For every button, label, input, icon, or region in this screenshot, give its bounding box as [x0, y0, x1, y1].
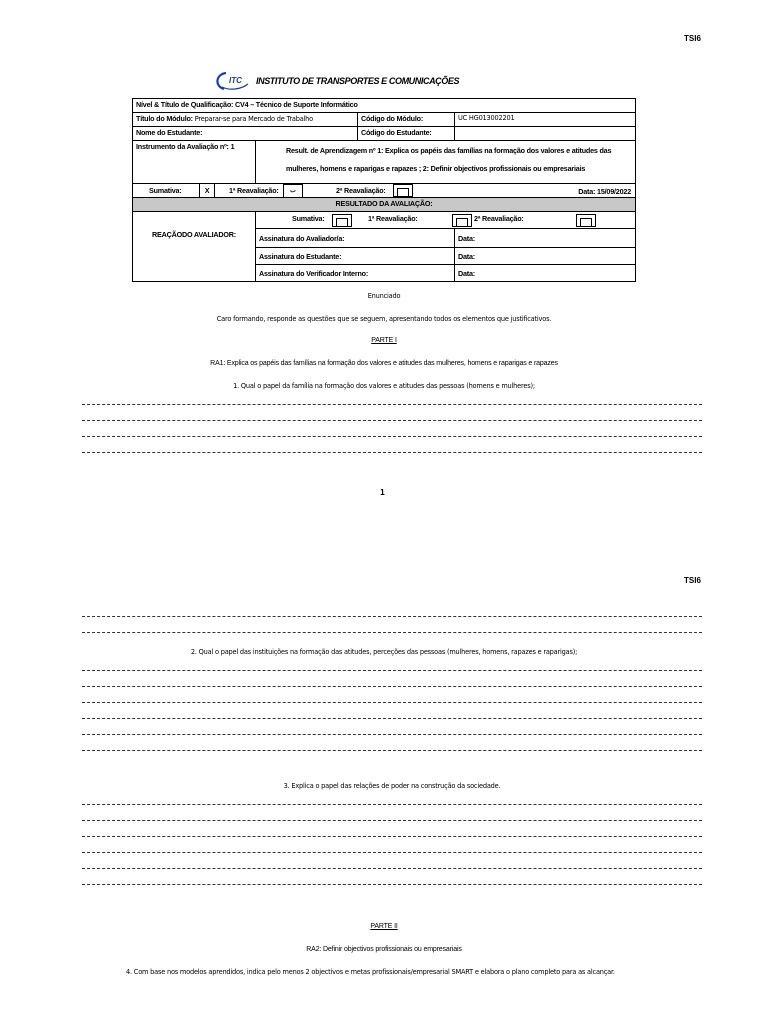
answer-line[interactable]	[82, 836, 702, 837]
module-title-value: Preparar-se para Mercado de Trabalho	[194, 115, 313, 123]
answer-line[interactable]	[82, 852, 702, 853]
intro-text: Caro formando, responde as questões que se seguem, apresentando todos os elementos que justificativos.	[216, 315, 552, 323]
result-reeval2-label: 2ª Reavaliação:	[474, 214, 524, 223]
student-code-value	[454, 127, 635, 141]
learning-result-cell: Result. de Aprendizagem nº 1: Explica os papéis das famílias na formação dos valores e atitudes das mulheres, homens e raparigas e rapazes ; 2: Definir objectivos profissionais ou empresariais	[256, 141, 636, 184]
question-3: 3. Explica o papel das relações de poder na construção da sociedade.	[283, 782, 501, 790]
answer-line[interactable]	[82, 804, 702, 805]
instrument-label: Instrumento da Avaliação nº:	[136, 142, 229, 151]
itc-logo	[212, 70, 252, 92]
document-code-page2: TSI6	[684, 576, 701, 585]
part2-title: PARTE II	[370, 923, 398, 930]
answer-line[interactable]	[82, 436, 702, 437]
module-title-label: Título do Módulo:	[136, 114, 193, 123]
institution-name: INSTITUTO DE TRANSPORTES E COMUNICAÇÕES	[256, 76, 460, 86]
evaluator-reaction: REAÇÃODO AVALIADOR:	[133, 212, 256, 282]
reeval1-checkbox[interactable]: ٮ	[283, 184, 303, 198]
answer-line[interactable]	[82, 420, 702, 421]
summative-mark: X	[199, 184, 215, 197]
answer-line[interactable]	[82, 702, 702, 703]
answer-line[interactable]	[82, 884, 702, 885]
result-reeval1-checkbox[interactable]	[452, 214, 472, 227]
instrument-value: 1	[230, 142, 235, 151]
module-title-cell	[133, 113, 358, 127]
question-1: 1. Qual o papel da família na formação dos valores e atitudes das pessoas (homens e mulheres);	[233, 382, 535, 390]
result-summative-checkbox[interactable]	[332, 214, 352, 227]
enunciado-heading: Enunciado	[367, 292, 401, 300]
sig-student-label: Assinatura do Estudante:	[256, 248, 455, 265]
date-label: Data: 15/09/2022	[578, 187, 631, 196]
answer-line[interactable]	[82, 670, 702, 671]
reeval1-label: 1ª Reavaliação:	[229, 186, 279, 195]
answer-line[interactable]	[82, 734, 702, 735]
question-2: 2. Qual o papel das instituições na formação das atitudes, perceções das pessoas (mulheres, homens, rapazes e raparigas);	[190, 648, 578, 656]
answer-line[interactable]	[82, 686, 702, 687]
part1-title: PARTE I	[371, 337, 397, 344]
reeval2-checkbox[interactable]	[393, 184, 413, 197]
page-number: 1	[380, 488, 385, 497]
answer-line[interactable]	[82, 820, 702, 821]
document-code: TSI6	[684, 34, 701, 43]
sig-verifier-label: Assinatura do Verificador Interno:	[256, 265, 455, 282]
instrument-cell	[133, 141, 256, 184]
ra1-text: RA1: Explica os papéis das famílias na formação dos valores e atitudes das mulheres, homens e raparigas e rapazes	[210, 360, 558, 367]
answer-line[interactable]	[82, 750, 702, 751]
answer-line[interactable]	[82, 632, 702, 633]
student-code-label: Código do Estudante:	[357, 127, 454, 141]
student-name-label: Nome do Estudante:	[133, 127, 358, 141]
answer-line[interactable]	[82, 868, 702, 869]
sig-verifier-date: Data:	[454, 265, 635, 282]
result-header: RESULTADO DA AVALIAÇÃO:	[133, 198, 636, 212]
answer-line[interactable]	[82, 452, 702, 453]
module-code-label: Código do Módulo:	[357, 113, 454, 127]
qualification-cell: Nível & Título de Qualificação: CV4 – Técnico de Suporte Informático	[133, 99, 636, 113]
answer-line[interactable]	[82, 718, 702, 719]
result-summative-label: Sumativa:	[292, 214, 325, 223]
module-code-value: UC HG013002201	[454, 113, 635, 127]
reeval2-label: 2ª Reavaliação:	[336, 186, 386, 195]
result-reeval1-label: 1ª Reavaliação:	[368, 214, 418, 223]
result-reeval2-checkbox[interactable]	[576, 214, 596, 227]
evaluation-type-row	[133, 184, 636, 198]
summative-label: Sumativa:	[149, 186, 182, 195]
answer-line[interactable]	[82, 404, 702, 405]
sig-evaluator-date: Data:	[454, 229, 635, 248]
ra2-text: RA2: Definir objectivos profissionais ou empresariais	[306, 946, 462, 953]
answer-line[interactable]	[82, 616, 702, 617]
logo-text: ITC	[229, 76, 242, 85]
evaluation-form	[132, 98, 636, 282]
question-4: 4. Com base nos modelos aprendidos, indica pelo menos 2 objectivos e metas profissionais/empresarial SMART e elabora o plano completo para as alcançar.	[126, 968, 615, 976]
result-checkboxes-row	[256, 212, 636, 229]
sig-evaluator-label: Assinatura do Avaliador/a:	[256, 229, 455, 248]
sig-student-date: Data:	[454, 248, 635, 265]
